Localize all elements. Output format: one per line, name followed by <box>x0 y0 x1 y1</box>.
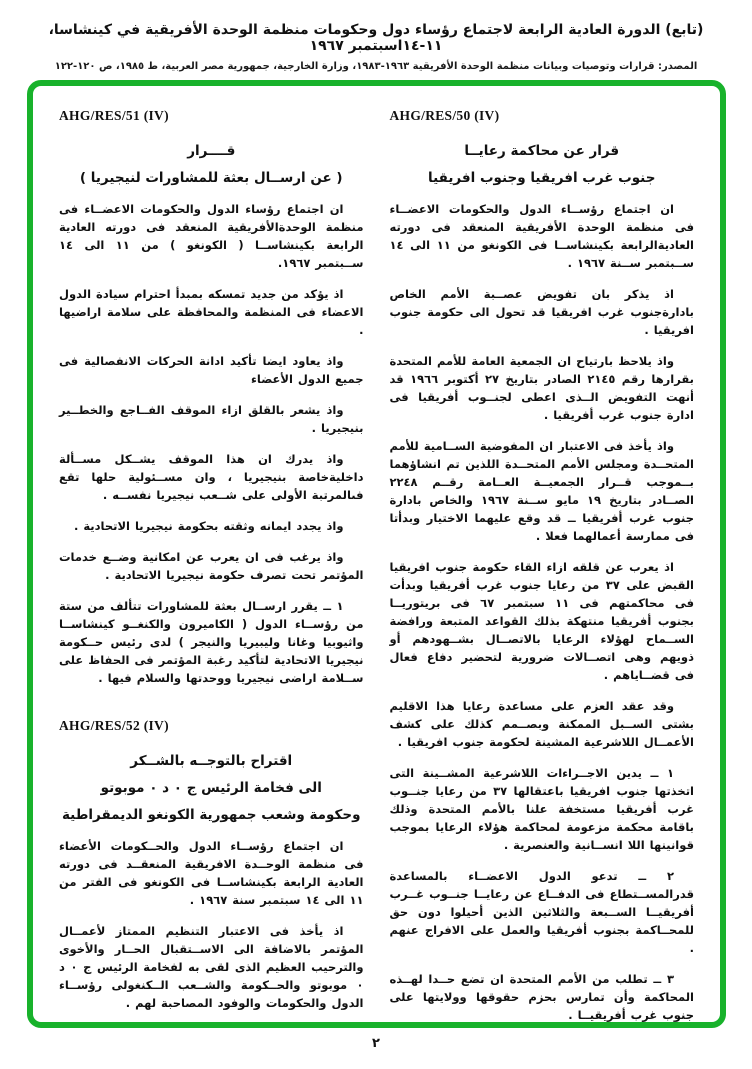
column-left <box>59 100 364 1014</box>
session-title: (تابع) الدورة العادية الرابعة لاجتماع رؤساء دول وحكومات منظمة الوحدة الأفريقية في كينشاسا، ١١-١٤اسبتمبر ١٩٦٧ <box>48 22 704 54</box>
res51-title-line-2: ( عن ارســال بعثة للمشاورات لنيجيريا ) <box>79 170 343 186</box>
res51-paragraph: واذ يجدد ايمانه وثقته بحكومة نيجيريا الاتحادية . <box>73 519 344 533</box>
resolution-label-res50: AHG/RES/50 (IV) <box>389 108 500 123</box>
res50-paragraph: اذ يعرب عن قلقه ازاء القاء حكومة جنوب افريقيا القبض على ٣٧ من رعايا جنوب غرب أفريقيا وبدأت فى محاكمتهم فى ١١ سبتمبر ٦٧ فى بريتوريــا بجنوب أفريقيا منتهكة بذلك القواعد المتبعة ورافضة الســماح لهؤلاء الرعايا بالاتصــال بشــهودهم أو ذويهم وهى اتصــالات ضرورية لتحضير دفاع فعال فى قضــاياهم . <box>389 560 695 682</box>
res50-paragraph: وقد عقد العزم على مساعدة رعايا هذا الاقليم بشتى الســبل الممكنة وبصــمم كذلك على كشف الأعمــال اللاشرعية المشينة لحكومة جنوب افريقيا . <box>389 699 694 749</box>
column-right <box>389 100 695 1022</box>
res50-paragraph: واذ يأخذ فى الاعتبار ان المفوضية الســامية للأمم المتحــدة ومجلس الأمم المتحــدة اللذين تم انشاؤهما بــموجب قــرار الجمعيــة العــامة رقــم ٢٢٤٨ الصــادر بتاريخ ١٩ مايو ســنة ١٩٦٧ والخاص بادارة جنوب غرب أفريقيا ــ قد وقع عليهما الاختيار وبدأتا فى ممارسة أعمالهما فعلا . <box>389 439 694 543</box>
res50-paragraph: ٢ ــ تدعو الدول الاعضــاء بالمساعدة قدرالمســتطاع فى الدفــاع عن رعايــا جنــوب غــرب أفريقيــا الســبعة والثلاثين الذين أحيلوا دون حق للمحــاكمة بجنوب أفريقيا والعمل على الافراج عنهم . <box>389 869 694 955</box>
res52-paragraph: ان اجتماع رؤســاء الدول والحــكومات الأعضاء فى منظمة الوحــدة الافريقية المنعقــد فى دورته العادية الرابعة بكينشاســا فى الكونغو فى الفتر من ١١ الى ١٤ سبتمبر سنة ١٩٦٧ . <box>59 839 364 907</box>
resolution-title-res52 <box>59 748 364 829</box>
res51-paragraph: واذ يرغب فى ان يعرب عن امكانية وضــع خدمات المؤتمر تحت تصرف حكومة نيجيريا الاتحادية . <box>59 550 364 582</box>
res51-paragraph: ١ ــ يقرر ارســال بعثة للمشاورات تتألف من ستة من رؤســاء الدول ( الكاميرون والكنغــو كينشاســا واثيوبيا وغانا وليبيريا والنيجر ) لدى رئيس حــكومة نيجيريا الاتحادية لتأكيد رغبة المؤتمر فى الحفاظ على ســلامة اراضى نيجيريا ووحدتها والسلام فيها . <box>59 599 364 685</box>
res50-title-line-2: جنوب غرب افريقيا وجنوب افريقيا <box>428 170 656 186</box>
res50-paragraph: ٣ ــ تطلب من الأمم المتحدة ان تضع حــدا لهــذه المحاكمة وأن تمارس بحزم حقوقها وولايتها على جنوب غرب أفريقيــا . <box>389 972 694 1022</box>
res51-paragraph: اذ يؤكد من جديد تمسكه بمبدأ احترام سيادة الدول الاعضاء فى المنظمة والمحافظة على سلامة اراضيها . <box>59 287 364 337</box>
content-frame <box>27 80 726 1028</box>
res52-paragraph: اذ يأخذ فى الاعتبار التنظيم الممتاز لأعمــال المؤتمر بالاضافة الى الاســتقبال الحــار والأخوى والترحيب العظيم الذى لقى به لفخامة الرئيس ج ٠ د ٠ موبوتو والحــكومة والشــعب الــكنغولى رؤســاء الدول والحكومات والوفود المصاحبة لهم . <box>59 924 364 1010</box>
res51-paragraph: واذ يعاود ايضا تأكيد ادانة الحركات الانفصالية فى جميع الدول الأعضاء <box>59 354 364 386</box>
resolution-label-res52: AHG/RES/52 (IV) <box>59 718 169 733</box>
res52-title-line-1: اقتراح بالتوجــه بالشــكر <box>130 753 293 769</box>
res50-paragraph: ١ ــ يدين الاجــراءات اللاشرعية المشــينة التى اتخذتها جنوب افريقيا باعتقالها ٣٧ من رعايا جنــوب غرب أفريقيا مستخفة علنا بالأمم المتحدة وذلك باقامة محكمة مزعومة لمحاكمة هؤلاء الرعايا بموجب قوانينها اللا انســانية والعنصرية . <box>389 766 694 852</box>
res51-paragraph: واذ يدرك ان هذا الموقف يشــكل مســألة داخليةخاصة بنيجيريا ، وان مســئولية حلها تقع فىالمرتبة الأولى على شــعب نيجيريا نفســه . <box>59 452 364 502</box>
source-citation: المصدر: قرارات وتوصيات وبيانات منظمة الوحدة الأفريقية ١٩٦٣-١٩٨٣، وزارة الخارجية، جمهورية مصر العربية، ط ١٩٨٥، ص ١٢٠-١٢٢ <box>54 61 698 72</box>
section-gap <box>59 700 364 710</box>
res50-title-line-1: قرار عن محاكمة رعايــا <box>464 143 620 159</box>
res50-paragraph: واذ يلاحظ بارتياح ان الجمعية العامة للأمم المتحدة بقرارها رقم ٢١٤٥ الصادر بتاريخ ٢٧ أكتوبر ١٩٦٦ قد أنهت التفويض الــذى اعطى لجنــوب أفريقيا فى ادارة جنوب غرب أفريقيا . <box>389 354 694 422</box>
page-number: ٢ <box>372 1036 380 1051</box>
res51-title-line-1: قــــرار <box>187 143 236 159</box>
resolution-title-res50 <box>390 138 695 192</box>
resolution-label-res51: AHG/RES/51 (IV) <box>59 108 169 123</box>
res50-paragraph: اذ يذكر بان تفويض عصــبة الأمم الخاص بادارةجنوب غرب افريقيا قد تحول الى حكومة جنوب افريقيا . <box>389 287 694 337</box>
res51-paragraph: واذ يشعر بالقلق ازاء الموقف الفــاجع والخطــير بنيجيريا . <box>59 403 364 435</box>
res52-title-line-2: الى فخامة الرئيس ج ٠ د ٠ موبوتو <box>100 780 322 796</box>
resolution-title-res51 <box>59 138 364 192</box>
res52-title-line-3: وحكومة وشعب جمهورية الكونغو الديمقراطية <box>62 807 361 823</box>
res51-paragraph: ان اجتماع رؤساء الدول والحكومات الاعضــاء فى منظمة الوحدةالأفريقية المنعقد فى دورته العادية الرابعة بكينشاســا ( الكونغو ) من ١١ الى ١٤ ســبتمبر ١٩٦٧. <box>59 202 364 270</box>
two-column-layout <box>59 100 695 1022</box>
document-header <box>0 0 752 72</box>
res50-paragraph: ان اجتماع رؤســاء الدول والحكومات الاعضــاء فى منظمة الوحدة الأفريقية المنعقد فى دورته العاديةالرابعة بكينشاســا فى الكونغو من ١١ الى ١٤ ســبتمبر ســنة ١٩٦٧ . <box>389 202 694 270</box>
